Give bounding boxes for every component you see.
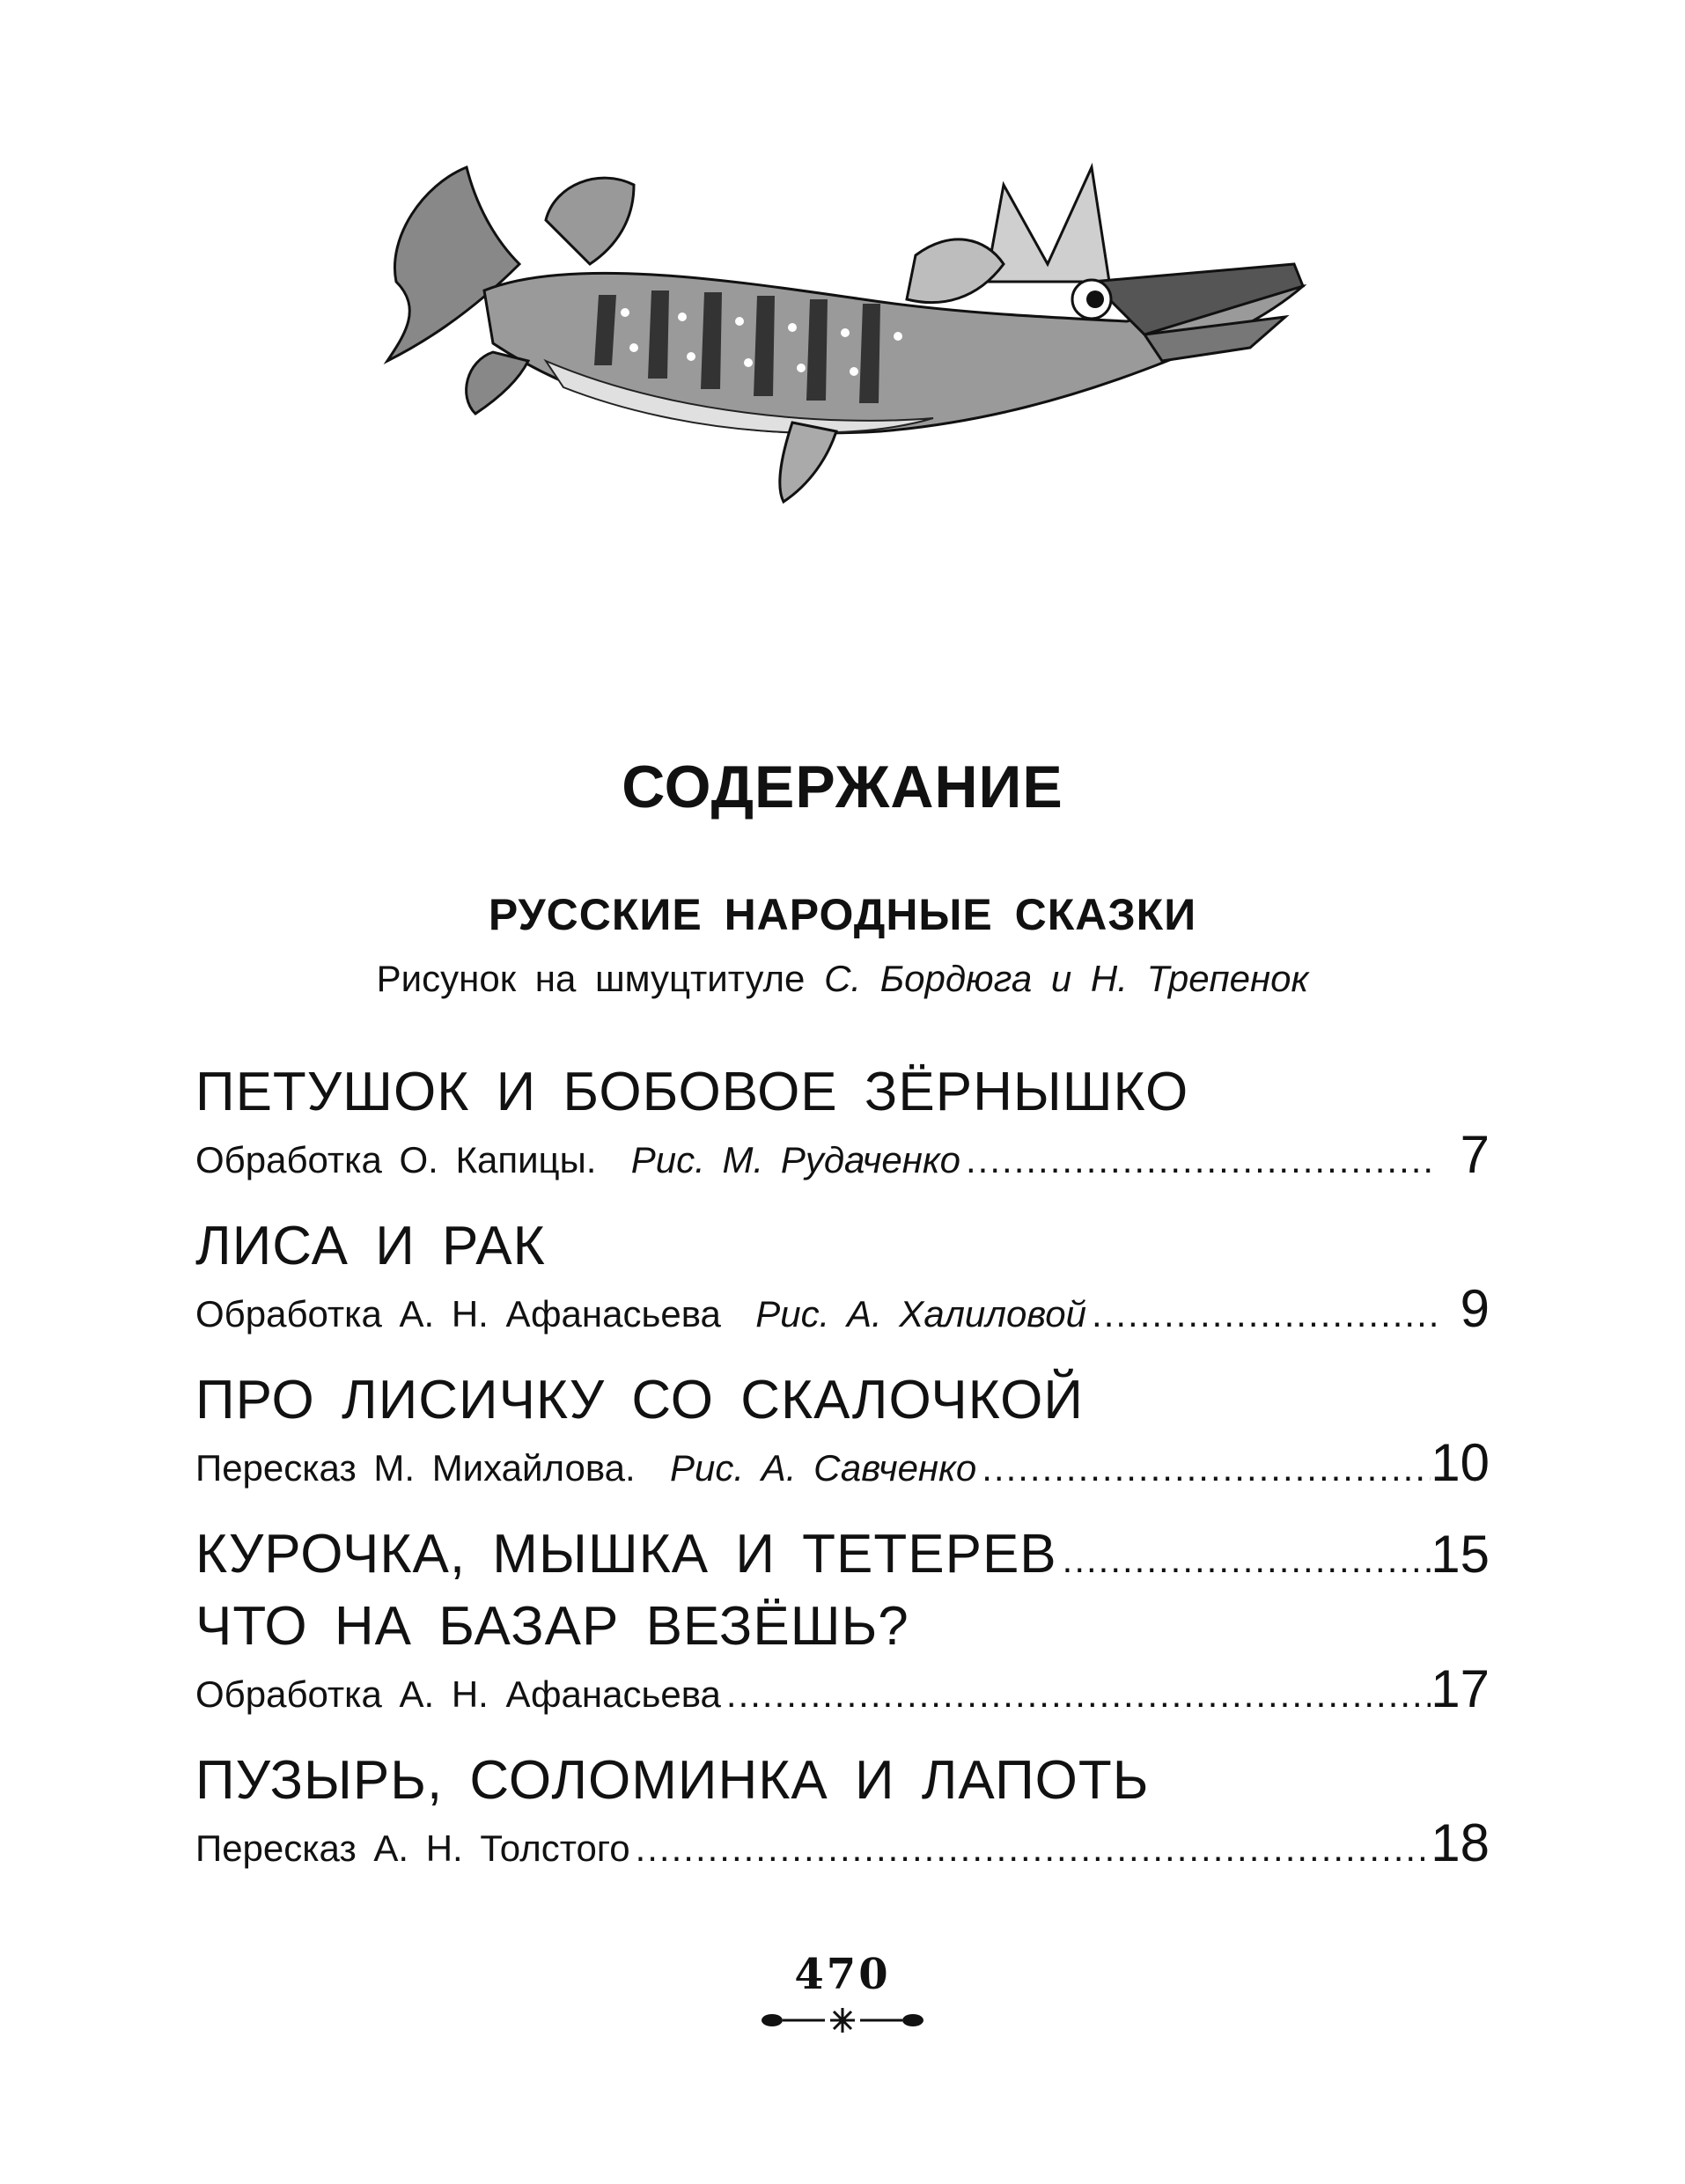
leader-dots <box>976 1445 1431 1492</box>
entry-credit: Пересказ А. Н. Толстого <box>195 1827 630 1869</box>
section-credit <box>0 958 1685 1000</box>
entry-page: 15 <box>1431 1525 1490 1584</box>
entry-page: 17 <box>1431 1659 1490 1718</box>
ornament-icon <box>754 2003 931 2038</box>
entry-credit: Пересказ М. Михайлова. <box>195 1447 636 1489</box>
entry-title: ПРО ЛИСИЧКУ СО СКАЛОЧКОЙ <box>195 1370 1084 1430</box>
entry-title: ПЕТУШОК И БОБОВОЕ ЗЁРНЫШКО <box>195 1062 1189 1122</box>
section-credit-prefix: Рисунок на шмуцтитуле <box>376 958 806 999</box>
table-of-contents <box>195 1061 1490 1903</box>
entry-title: ПУЗЫРЬ, СОЛОМИНКА И ЛАПОТЬ <box>195 1750 1150 1811</box>
entry-credit: Обработка А. Н. Афанасьева <box>195 1673 721 1715</box>
entry-page: 9 <box>1460 1279 1490 1338</box>
entry-page: 18 <box>1431 1813 1490 1872</box>
entry-artist: Рис. А. Халиловой <box>755 1293 1087 1335</box>
entry-title: ЧТО НА БАЗАР ВЕЗЁШЬ? <box>195 1596 909 1657</box>
section-credit-artists: С. Бордюга и Н. Трепенок <box>824 958 1309 999</box>
leader-dots <box>960 1136 1437 1184</box>
toc-entry[interactable] <box>195 1523 1490 1586</box>
entry-title: ЛИСА И РАК <box>195 1216 546 1276</box>
toc-entry[interactable] <box>195 1749 1490 1873</box>
entry-artist: Рис. М. Рудаченко <box>630 1139 961 1180</box>
pike-illustration <box>370 132 1321 546</box>
contents-heading: СОДЕРЖАНИЕ <box>622 754 1063 820</box>
entry-page: 7 <box>1460 1125 1490 1184</box>
toc-entry[interactable] <box>195 1369 1490 1493</box>
toc-entry[interactable] <box>195 1215 1490 1339</box>
section-title: РУССКИЕ НАРОДНЫЕ СКАЗКИ <box>488 890 1197 939</box>
toc-entry[interactable] <box>195 1595 1490 1719</box>
leader-dots <box>1086 1291 1437 1338</box>
toc-entry[interactable] <box>195 1061 1490 1185</box>
entry-title: КУРОЧКА, МЫШКА И ТЕТЕРЕВ <box>195 1524 1057 1585</box>
leader-dots <box>1057 1536 1431 1584</box>
entry-credit: Обработка А. Н. Афанасьева <box>195 1293 721 1335</box>
entry-page: 10 <box>1431 1433 1490 1492</box>
leader-dots <box>721 1671 1431 1718</box>
leader-dots <box>630 1825 1431 1872</box>
entry-artist: Рис. А. Савченко <box>670 1447 977 1489</box>
page-number: 470 <box>794 1950 891 1999</box>
entry-credit: Обработка О. Капицы. <box>195 1139 597 1180</box>
